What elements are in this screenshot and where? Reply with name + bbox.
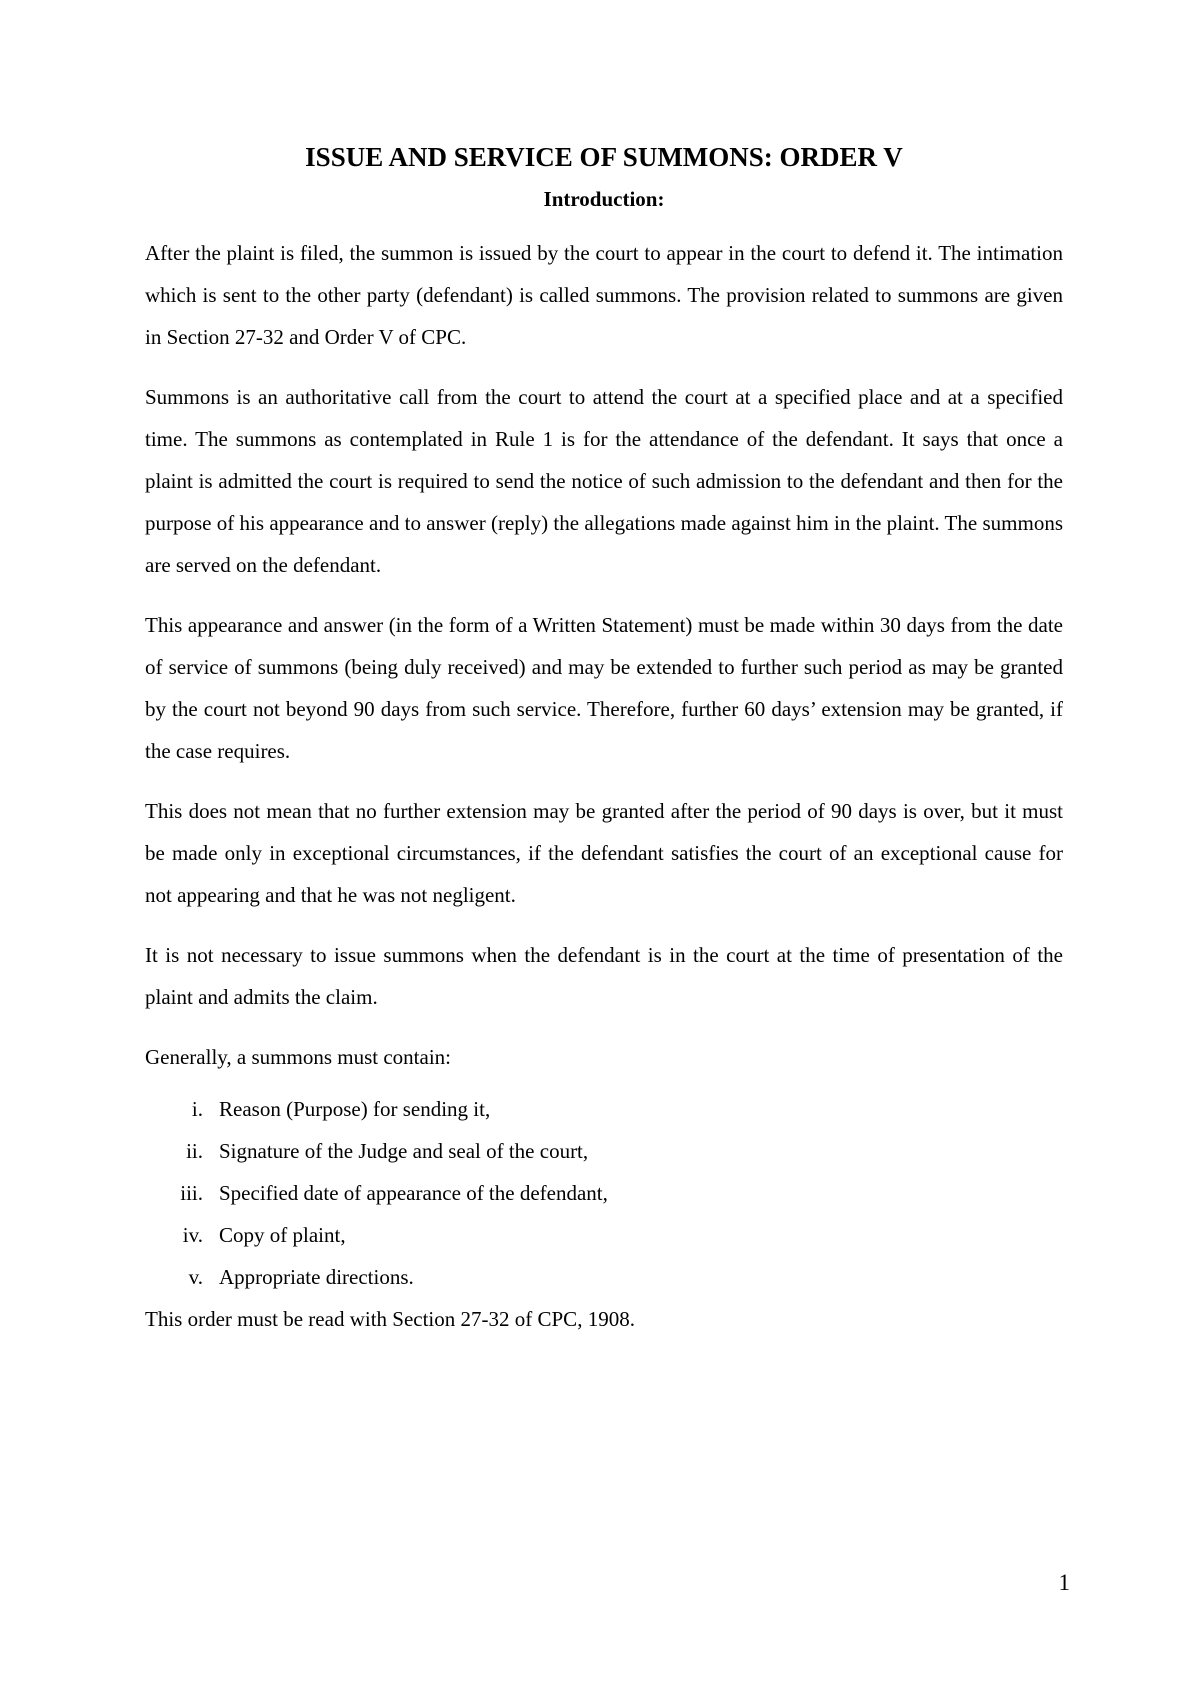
list-item — [145, 1130, 1063, 1172]
list-item-text: Copy of plaint, — [219, 1223, 346, 1247]
paragraph-6: Generally, a summons must contain: — [145, 1045, 451, 1069]
page-number: 1 — [1058, 1570, 1070, 1595]
list-item-number: iv. — [182, 1223, 203, 1247]
section-heading: Introduction: — [543, 187, 665, 211]
list-item — [145, 1088, 1063, 1130]
contents-list — [145, 1088, 1063, 1298]
closing-note: This order must be read with Section 27-32 of CPC, 1908. — [145, 1307, 635, 1331]
paragraph-1: After the plaint is filed, the summon is issued by the court to appear in the court to defend it. The intimation which is sent to the other party (defendant) is called summons. The provision related to summons are given in Section 27-32 and Order V of CPC. — [145, 241, 1063, 349]
list-item-text: Signature of the Judge and seal of the court, — [219, 1139, 589, 1163]
list-item-number: ii. — [186, 1139, 203, 1163]
list-item-text: Appropriate directions. — [219, 1265, 414, 1289]
list-item-number: i. — [191, 1097, 203, 1121]
paragraph-3: This appearance and answer (in the form of a Written Statement) must be made within 30 days from the date of service of summons (being duly received) and may be extended to further such period as may be granted by the court not beyond 90 days from such service. Therefore, further 60 days’ extension may be granted, if the case requires. — [145, 613, 1063, 763]
paragraph-5: It is not necessary to issue summons when the defendant is in the court at the time of presentation of the plaint and admits the claim. — [145, 943, 1063, 1009]
page-content — [145, 138, 1063, 1340]
list-item-number: v. — [188, 1265, 203, 1289]
page-title: ISSUE AND SERVICE OF SUMMONS: ORDER V — [305, 142, 903, 172]
list-item-text: Reason (Purpose) for sending it, — [219, 1097, 491, 1121]
list-item-text: Specified date of appearance of the defendant, — [219, 1181, 608, 1205]
list-item-number: iii. — [180, 1181, 203, 1205]
paragraph-2: Summons is an authoritative call from the court to attend the court at a specified place and at a specified time. The summons as contemplated in Rule 1 is for the attendance of the defendant. It says that once a plaint is admitted the court is required to send the notice of such admission to the defendant and then for the purpose of his appearance and to answer (reply) the allegations made against him in the plaint. The summons are served on the defendant. — [145, 385, 1063, 577]
list-item — [145, 1214, 1063, 1256]
list-item — [145, 1256, 1063, 1298]
paragraph-4: This does not mean that no further extension may be granted after the period of 90 days is over, but it must be made only in exceptional circumstances, if the defendant satisfies the court of an exceptional cause for not appearing and that he was not negligent. — [145, 799, 1063, 907]
list-item — [145, 1172, 1063, 1214]
